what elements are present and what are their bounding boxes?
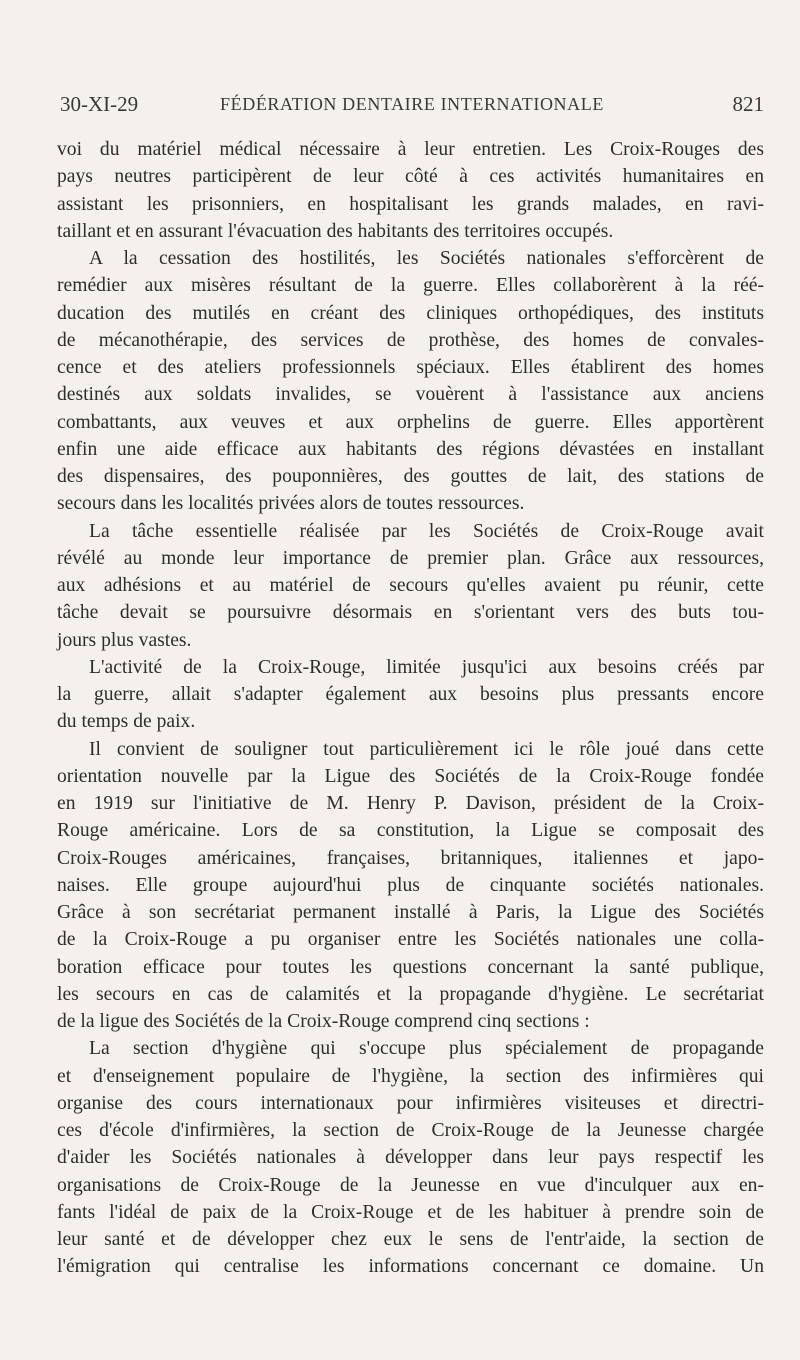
text-line: orientation nouvelle par la Ligue des Sociétés de la Croix-Rouge fondée	[57, 765, 764, 787]
text-line: Rouge américaine. Lors de sa constitution, la Ligue se composait des	[57, 820, 764, 842]
text-line: A la cessation des hostilités, les Sociétés nationales s'efforcèrent de	[89, 248, 764, 269]
page-number: 821	[732, 92, 764, 116]
paragraph	[57, 654, 764, 736]
text-line: en 1919 sur l'initiative de M. Henry P. Davison, président de la Croix-	[57, 793, 764, 814]
text-line: La section d'hygiène qui s'occupe plus spécialement de propagande	[89, 1038, 764, 1060]
text-line: Il convient de souligner tout particulièrement ici le rôle joué dans cette	[89, 738, 764, 760]
text-line: des dispensaires, des pouponnières, des gouttes de lait, des stations de	[57, 466, 764, 487]
text-line: combattants, aux veuves et aux orphelins de guerre. Elles apportèrent	[57, 411, 764, 433]
text-line: fants l'idéal de paix de la Croix-Rouge et de les habituer à prendre soin de	[57, 1201, 764, 1223]
body-text	[57, 136, 764, 1281]
text-line: enfin une aide efficace aux habitants des régions dévastées en installant	[57, 438, 764, 460]
paragraph	[57, 736, 764, 1036]
text-line: voi du matériel médical nécessaire à leur entretien. Les Croix-Rouges des	[57, 139, 764, 160]
text-line: organisations de Croix-Rouge de la Jeunesse en vue d'inculquer aux en-	[57, 1174, 764, 1196]
text-line: boration efficace pour toutes les questions concernant la santé publique,	[57, 956, 764, 978]
text-line: cence et des ateliers professionnels spéciaux. Elles établirent des homes	[57, 357, 764, 378]
paragraph	[57, 136, 764, 245]
text-line: destinés aux soldats invalides, se vouèrent à l'assistance aux anciens	[57, 384, 764, 406]
text-line: assistant les prisonniers, en hospitalisant les grands malades, en ravi-	[57, 193, 764, 215]
text-line: jours plus vastes.	[57, 629, 192, 651]
text-line: secours dans les localités privées alors de toutes ressources.	[57, 493, 525, 515]
text-line: la guerre, allait s'adapter également aux besoins plus pressants encore	[57, 684, 764, 705]
text-line: d'aider les Sociétés nationales à développer dans leur pays respectif les	[57, 1147, 764, 1169]
text-line: organise des cours internationaux pour infirmières visiteuses et directri-	[57, 1092, 764, 1114]
header-title: FÉDÉRATION DENTAIRE INTERNATIONALE	[220, 94, 604, 114]
text-line: de la Croix-Rouge a pu organiser entre les Sociétés nationales une colla-	[57, 929, 764, 951]
text-line: taillant et en assurant l'évacuation des habitants des territoires occupés.	[57, 220, 614, 242]
text-line: L'activité de la Croix-Rouge, limitée jusqu'ici aux besoins créés par	[89, 656, 764, 678]
text-line: de la ligue des Sociétés de la Croix-Rouge comprend cinq sections :	[57, 1011, 590, 1032]
text-line: ducation des mutilés en créant des cliniques orthopédiques, des instituts	[57, 302, 764, 324]
text-line: remédier aux misères résultant de la guerre. Elles collaborèrent à la réé-	[57, 275, 764, 297]
text-line: leur santé et de développer chez eux le sens de l'entr'aide, la section de	[57, 1229, 764, 1250]
text-line: Grâce à son secrétariat permanent installé à Paris, la Ligue des Sociétés	[57, 902, 764, 923]
text-line: naises. Elle groupe aujourd'hui plus de cinquante sociétés nationales.	[57, 874, 764, 896]
text-line: les secours en cas de calamités et la propagande d'hygiène. Le secrétariat	[57, 983, 764, 1005]
text-line: de mécanothérapie, des services de prothèse, des homes de convales-	[57, 329, 764, 351]
paragraph	[57, 245, 764, 518]
text-line: aux adhésions et au matériel de secours qu'elles avaient pu réunir, cette	[57, 575, 764, 596]
text-line: tâche devait se poursuivre désormais en s'orientant vers des buts tou-	[57, 602, 764, 624]
paragraph	[57, 1035, 764, 1280]
text-line: ces d'école d'infirmières, la section de Croix-Rouge de la Jeunesse chargée	[57, 1120, 764, 1141]
paragraph	[57, 518, 764, 654]
running-header	[60, 92, 764, 122]
text-line: l'émigration qui centralise les informations concernant ce domaine. Un	[57, 1256, 764, 1278]
text-line: Croix-Rouges américaines, françaises, britanniques, italiennes et japo-	[57, 847, 764, 869]
text-line: du temps de paix.	[57, 711, 196, 733]
text-line: révélé au monde leur importance de premier plan. Grâce aux ressources,	[57, 547, 764, 569]
header-date: 30-XI-29	[60, 92, 139, 116]
text-line: et d'enseignement populaire de l'hygiène, la section des infirmières qui	[57, 1065, 764, 1087]
text-line: pays neutres participèrent de leur côté à ces activités humanitaires en	[57, 166, 764, 188]
text-line: La tâche essentielle réalisée par les Sociétés de Croix-Rouge avait	[89, 520, 764, 542]
